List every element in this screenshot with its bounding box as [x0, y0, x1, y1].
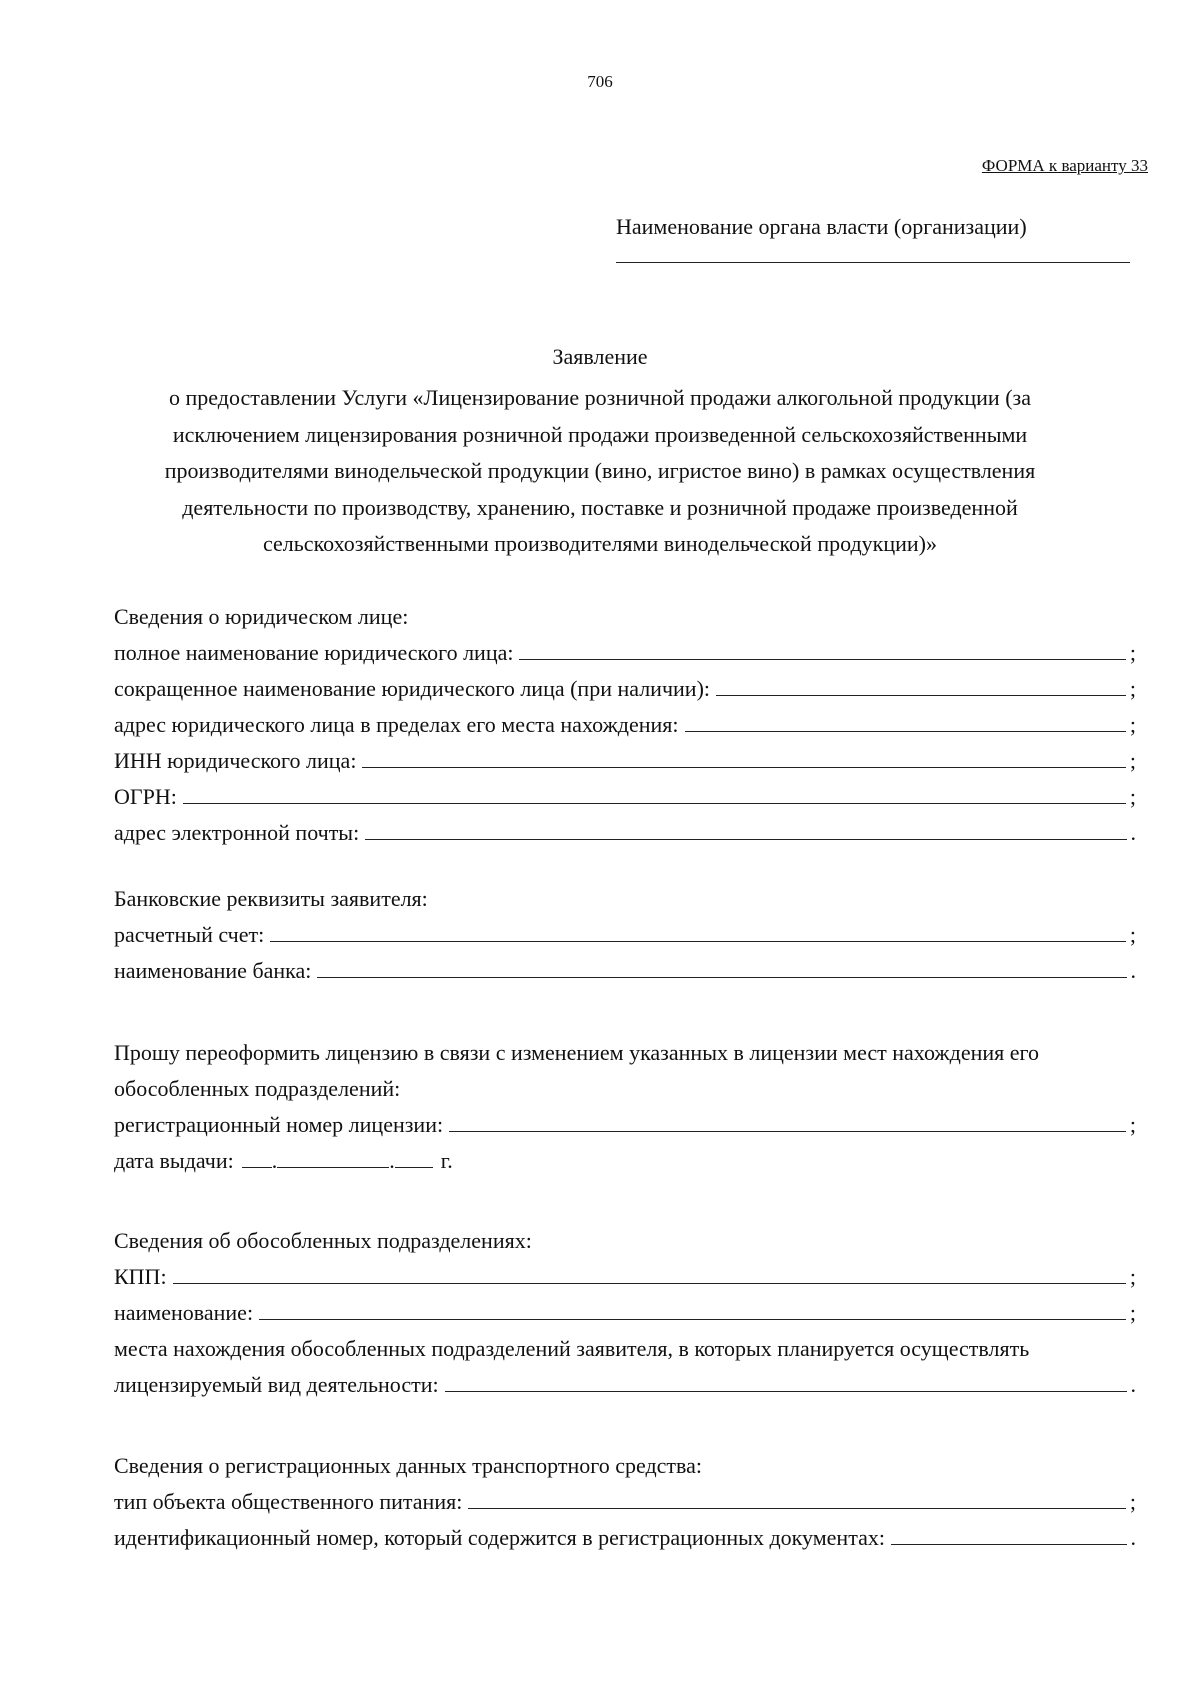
address-row	[114, 702, 1136, 738]
email-field[interactable]	[365, 839, 1126, 840]
catering-type-label: тип объекта общественного питания:	[114, 1489, 463, 1514]
branch-name-label: наименование:	[114, 1300, 254, 1325]
account-row	[114, 912, 1136, 948]
subtitle-line: о предоставлении Услуги «Лицензирование розничной продажи алкогольной продукции (за	[169, 385, 1031, 410]
vehicle-heading: Сведения о регистрационных данных транспортного средства:	[114, 1453, 702, 1478]
punctuation: .	[1130, 820, 1136, 845]
kpp-row	[114, 1254, 1136, 1290]
full-name-row	[114, 630, 1136, 666]
branch-name-row	[114, 1290, 1136, 1326]
punctuation: ;	[1129, 1489, 1136, 1514]
ogrn-field[interactable]	[183, 803, 1126, 804]
authority-label: Наименование органа власти (организации)	[616, 214, 1027, 239]
short-name-label: сокращенное наименование юридического лица (при наличии):	[114, 676, 711, 701]
subtitle-line: сельскохозяйственными производителями винодельческой продукции)»	[263, 531, 937, 556]
account-label: расчетный счет:	[114, 922, 265, 947]
issue-date-label: дата выдачи:	[114, 1148, 234, 1173]
kpp-field[interactable]	[173, 1283, 1126, 1284]
date-separator: .	[389, 1148, 395, 1173]
punctuation: ;	[1129, 784, 1136, 809]
request-section	[114, 1030, 1136, 1174]
vehicle-section	[114, 1443, 1136, 1551]
punctuation: ;	[1129, 1112, 1136, 1137]
bank-section	[114, 876, 1136, 984]
bank-name-row	[114, 948, 1136, 984]
inn-field[interactable]	[362, 767, 1125, 768]
punctuation: ;	[1129, 748, 1136, 773]
bank-name-field[interactable]	[317, 977, 1126, 978]
page-number: 706	[587, 72, 613, 91]
document-title: Заявление	[552, 344, 648, 369]
account-field[interactable]	[270, 941, 1126, 942]
address-field[interactable]	[685, 731, 1126, 732]
authority-name-field[interactable]	[616, 262, 1130, 263]
locations-label: лицензируемый вид деятельности:	[114, 1372, 439, 1397]
ogrn-row	[114, 774, 1136, 810]
branches-heading: Сведения об обособленных подразделениях:	[114, 1228, 532, 1253]
authority-block	[616, 214, 1130, 263]
request-text: Прошу переоформить лицензию в связи с изменением указанных в лицензии мест нахождения его	[114, 1040, 1039, 1065]
request-text: обособленных подразделений:	[114, 1076, 401, 1101]
subtitle-line: производителями винодельческой продукции (вино, игристое вино) в рамках осуществления	[164, 458, 1036, 483]
locations-field[interactable]	[445, 1391, 1127, 1392]
inn-row	[114, 738, 1136, 774]
license-number-row	[114, 1102, 1136, 1138]
punctuation: ;	[1129, 712, 1136, 737]
issue-date-row	[114, 1138, 1136, 1174]
inn-label: ИНН юридического лица:	[114, 748, 357, 773]
ogrn-label: ОГРН:	[114, 784, 177, 809]
license-number-label: регистрационный номер лицензии:	[114, 1112, 444, 1137]
document-subtitle	[150, 380, 1050, 563]
catering-type-field[interactable]	[468, 1508, 1126, 1509]
vehicle-id-row	[114, 1515, 1136, 1551]
email-label: адрес электронной почты:	[114, 820, 360, 845]
branches-section	[114, 1218, 1136, 1398]
bank-name-label: наименование банка:	[114, 958, 312, 983]
legal-entity-section	[114, 594, 1136, 846]
short-name-row	[114, 666, 1136, 702]
punctuation: .	[1130, 1525, 1136, 1550]
catering-type-row	[114, 1479, 1136, 1515]
date-separator: .	[271, 1148, 278, 1173]
issue-day-field[interactable]	[242, 1167, 272, 1168]
full-name-label: полное наименование юридического лица:	[114, 640, 514, 665]
punctuation: ;	[1129, 676, 1136, 701]
full-name-field[interactable]	[519, 659, 1125, 660]
locations-row	[114, 1362, 1136, 1398]
bank-heading: Банковские реквизиты заявителя:	[114, 886, 428, 911]
vehicle-id-label: идентификационный номер, который содержится в регистрационных документах:	[114, 1525, 885, 1550]
punctuation: ;	[1129, 922, 1136, 947]
legal-entity-heading: Сведения о юридическом лице:	[114, 604, 409, 629]
punctuation: ;	[1129, 1300, 1136, 1325]
vehicle-id-field[interactable]	[891, 1544, 1127, 1545]
email-row	[114, 810, 1136, 846]
address-label: адрес юридического лица в пределах его места нахождения:	[114, 712, 679, 737]
subtitle-line: деятельности по производству, хранению, поставке и розничной продаже произведенной	[182, 494, 1018, 520]
subtitle-line: исключением лицензирования розничной продажи произведенной сельскохозяйственными	[172, 421, 1028, 447]
form-reference: ФОРМА к варианту 33	[981, 156, 1148, 175]
punctuation: .	[1130, 1372, 1136, 1397]
punctuation: ;	[1129, 1264, 1136, 1289]
short-name-field[interactable]	[716, 695, 1126, 696]
year-suffix: г.	[440, 1148, 453, 1173]
issue-month-field[interactable]	[277, 1167, 389, 1168]
locations-text: места нахождения обособленных подразделений заявителя, в которых планируется осуществлять	[114, 1336, 1030, 1361]
branch-name-field[interactable]	[259, 1319, 1126, 1320]
punctuation: .	[1130, 958, 1136, 983]
punctuation: ;	[1129, 640, 1136, 665]
issue-year-field[interactable]	[395, 1167, 433, 1168]
kpp-label: КПП:	[114, 1264, 167, 1289]
license-number-field[interactable]	[449, 1131, 1126, 1132]
